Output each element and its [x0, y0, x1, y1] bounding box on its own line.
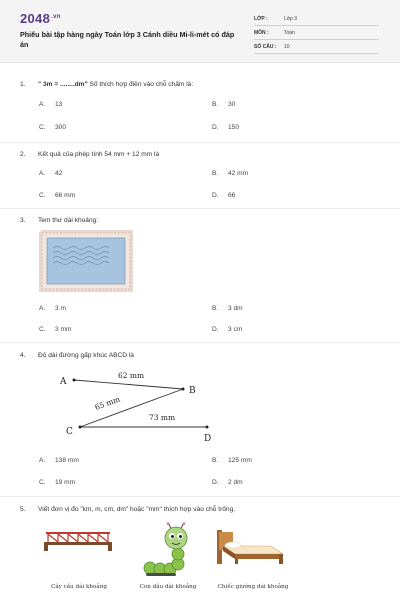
question-3: 3. Tem thư dài khoảng:: [20, 217, 99, 224]
question-2: 2. Kết quả của phép tính 54 mm + 12 mm là: [20, 151, 160, 158]
q1-option-a[interactable]: A. 13: [39, 101, 63, 108]
q4-option-a[interactable]: A. 138 mm: [39, 457, 79, 464]
segment-bc-label: 65 mm: [93, 394, 122, 412]
segment-ab-label: 62 mm: [118, 371, 145, 380]
meta-value: Toán: [284, 30, 295, 36]
bridge-image: [44, 526, 112, 558]
q2-option-a[interactable]: A. 42: [39, 170, 63, 177]
divider: [0, 342, 400, 343]
meta-label: MÔN :: [254, 30, 269, 36]
worksheet-header: [0, 0, 400, 63]
caption-caterpillar: Con dâu dài khoảng: [139, 584, 197, 590]
q4-option-b[interactable]: B. 125 mm: [212, 457, 252, 464]
q4-option-d[interactable]: D. 2 dm: [212, 479, 243, 486]
postage-stamp-image: [39, 230, 133, 292]
q1-option-b[interactable]: B. 30: [212, 101, 236, 108]
question-1: 1. " 3m = ........dm" Số thích hợp điền vào chỗ chấm là:: [20, 81, 194, 88]
point-d-label: D: [204, 434, 212, 444]
meta-label: LỚP :: [254, 16, 268, 22]
q2-option-d[interactable]: D. 66: [212, 192, 236, 199]
question-5: 5. Viết đơn vị đo "km, m, cm, dm" hoặc "mm" thích hợp vào chỗ trống.: [20, 506, 236, 513]
q3-option-b[interactable]: B. 3 dm: [212, 305, 243, 312]
meta-row-count: [254, 42, 379, 54]
caption-bridge: Cây cầu dài khoảng: [51, 584, 107, 590]
meta-row-class: [254, 14, 379, 26]
divider: [0, 142, 400, 143]
q3-option-c[interactable]: C. 3 mm: [39, 326, 72, 333]
divider: [0, 208, 400, 209]
meta-row-subject: [254, 28, 379, 40]
divider: [0, 496, 400, 497]
question-4: 4. Độ dài đường gấp khúc ABCD là: [20, 352, 134, 359]
segment-cd-label: 73 mm: [149, 413, 176, 422]
q1-option-c[interactable]: C. 300: [39, 124, 67, 131]
point-b-label: B: [189, 386, 196, 396]
q3-option-d[interactable]: D. 3 cm: [212, 326, 243, 333]
q2-option-c[interactable]: C. 66 mm: [39, 192, 76, 199]
bed-image: [215, 524, 287, 566]
worksheet-title: Phiếu bài tập hàng ngày Toán lớp 3 Cánh diều Mi-li-mét có đáp án: [20, 30, 235, 50]
point-c-label: C: [66, 427, 73, 437]
caterpillar-image: [140, 522, 192, 578]
site-logo[interactable]: $2048^{.vn}$: [20, 11, 61, 26]
meta-value: Lớp 3: [284, 16, 298, 22]
polyline-abcd-diagram: [50, 366, 230, 448]
meta-value: 10: [284, 44, 290, 50]
point-a-label: A: [60, 377, 67, 387]
q3-option-a[interactable]: A. 3 m: [39, 305, 66, 312]
meta-label: SỐ CÂU :: [254, 44, 277, 50]
q2-option-b[interactable]: B. 42 mm: [212, 170, 249, 177]
q1-option-d[interactable]: D. 150: [212, 124, 240, 131]
q4-option-c[interactable]: C. 19 mm: [39, 479, 76, 486]
caption-bed: Chiếc giường dài khoảng: [217, 584, 289, 590]
question-1-blank: " 3m = ........dm": [38, 81, 88, 88]
